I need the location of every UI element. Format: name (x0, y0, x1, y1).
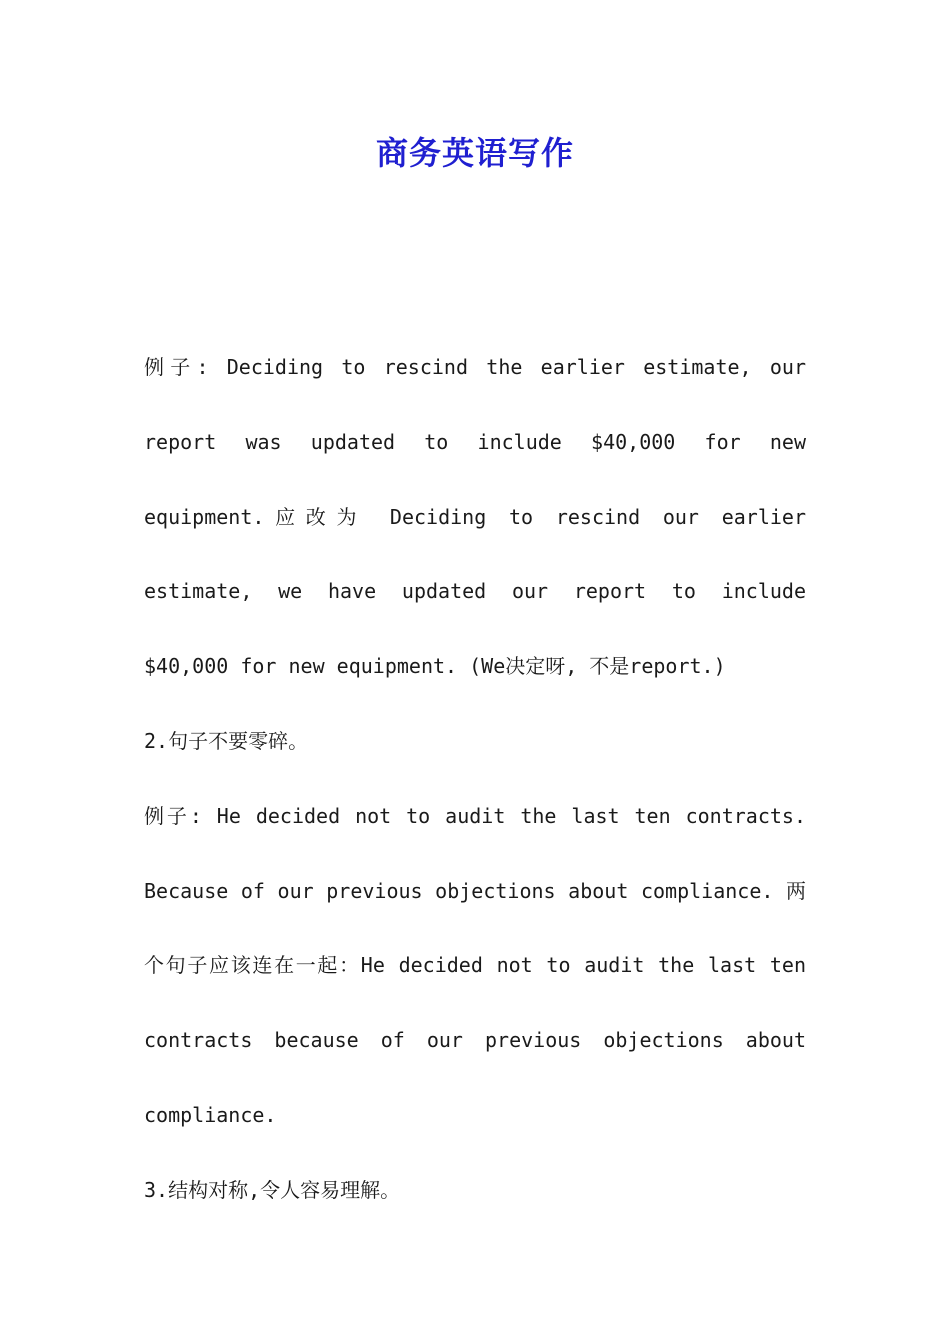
paragraph-rule-2: 2.句子不要零碎。 (144, 728, 309, 753)
paragraph-example-2: 例子: He decided not to audit the last ten contracts. Because of our previous objections about compliance. 两个句子应该连在一起：He decided not to audit the last ten contracts because of our previous objections about compliance. (144, 803, 806, 1127)
document-body (144, 330, 806, 1228)
paragraph-example-1: 例子: Deciding to rescind the earlier estimate, our report was updated to include $40,000 for new equipment.应改为 Deciding to rescind our earlier estimate, we have updated our report to include $40,000 for new equipment. (We决定呀, 不是report.) (144, 355, 806, 679)
paragraph-rule-3: 3.结构对称,令人容易理解。 (144, 1177, 401, 1202)
document-title: 商务英语写作 (375, 134, 574, 172)
